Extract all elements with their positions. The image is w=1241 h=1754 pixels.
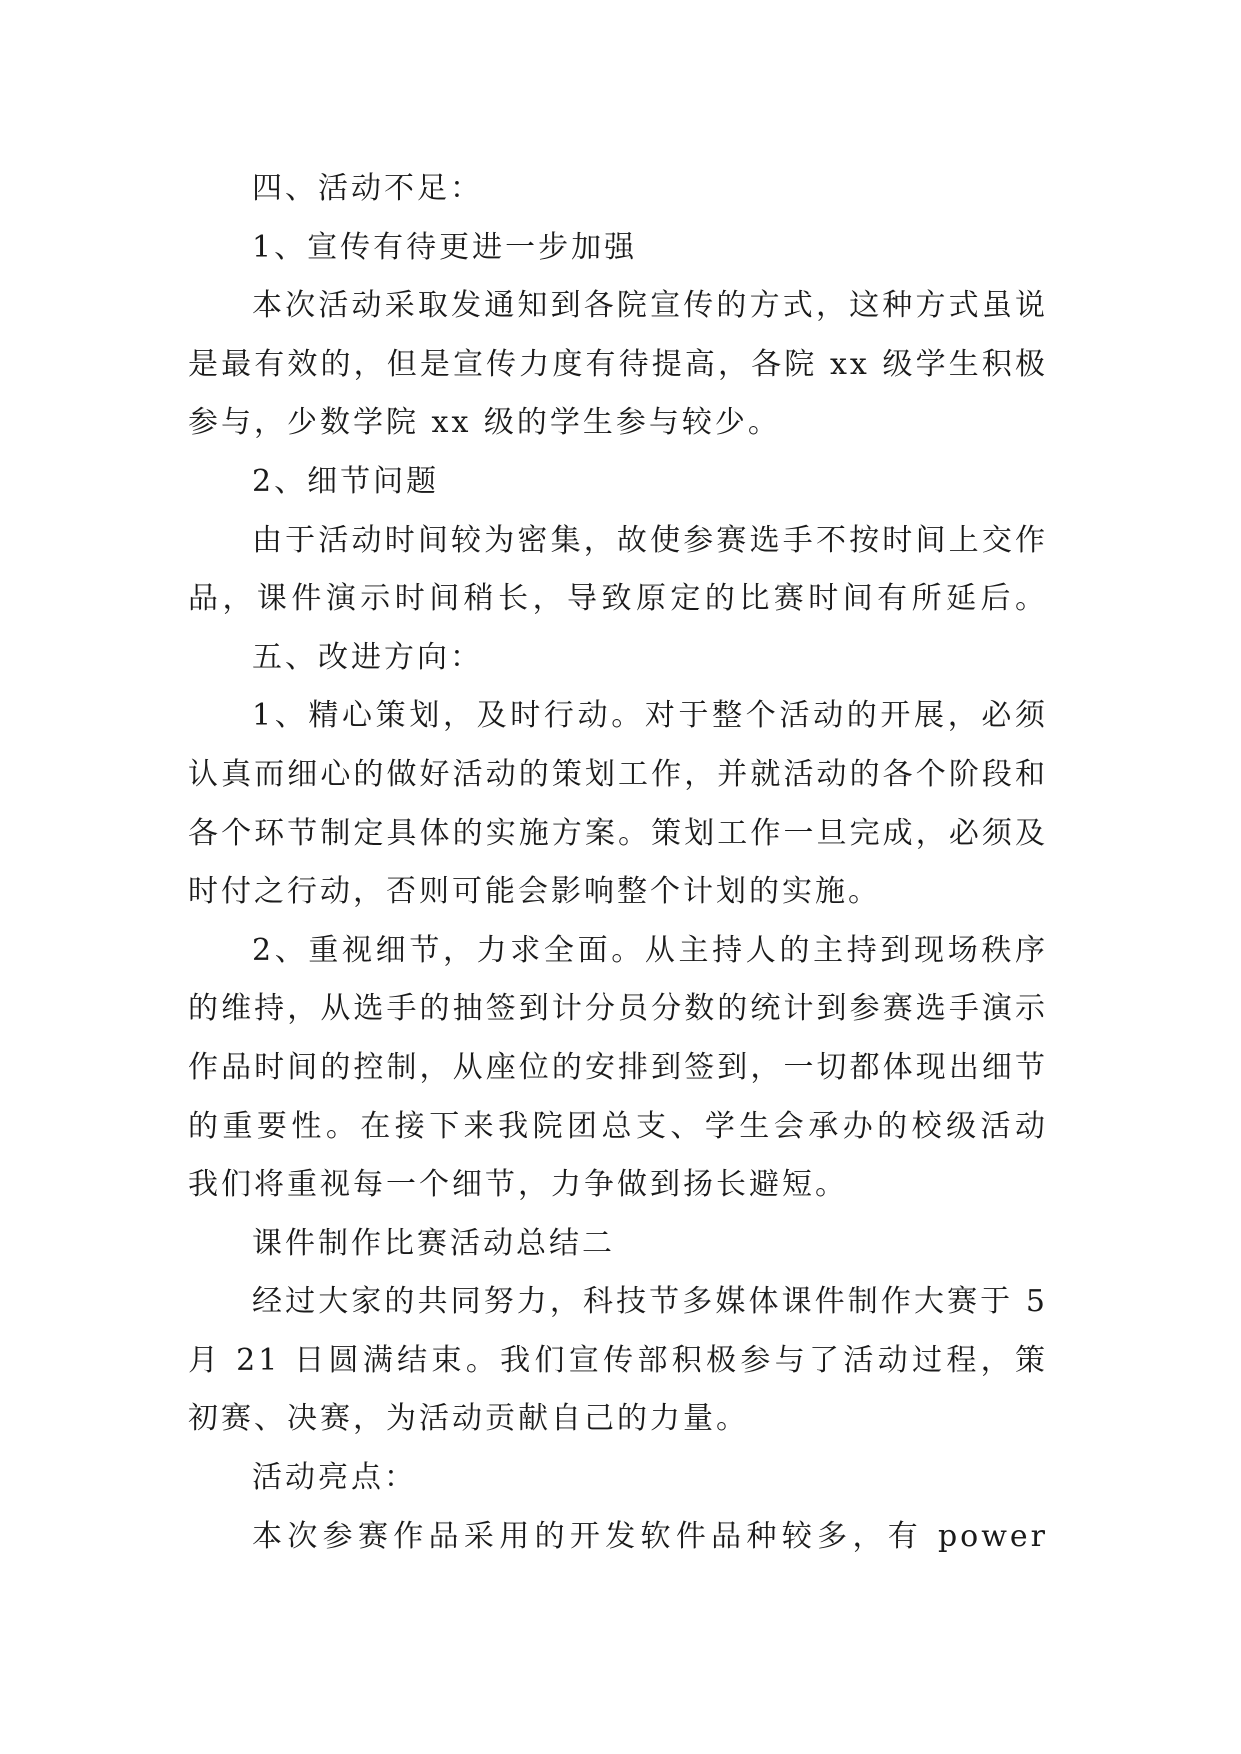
paragraph-line: 参与，少数学院 xx 级的学生参与较少。 bbox=[188, 405, 781, 441]
paragraph-line: 经过大家的共同努力，科技节多媒体课件制作大赛于 5 bbox=[252, 1284, 1048, 1320]
body-text bbox=[188, 160, 1048, 1566]
paragraph-line: 初赛、决赛，为活动贡献自己的力量。 bbox=[188, 1401, 749, 1437]
paragraph-line: 的重要性。在接下来我院团总支、学生会承办的校级活动 bbox=[188, 1108, 1048, 1144]
paragraph-line: 1、精心策划，及时行动。对于整个活动的开展，必须 bbox=[252, 698, 1048, 734]
paragraph-line: 的维持，从选手的抽签到计分员分数的统计到参赛选手演示 bbox=[188, 991, 1048, 1027]
paragraph-line: 是最有效的，但是宣传力度有待提高，各院 xx 级学生积极 bbox=[188, 346, 1048, 382]
paragraph-line: 本次活动采取发通知到各院宣传的方式，这种方式虽说 bbox=[252, 288, 1048, 324]
paragraph-line: 作品时间的控制，从座位的安排到签到，一切都体现出细节 bbox=[188, 1049, 1048, 1085]
heading-section-four: 四、活动不足： bbox=[252, 171, 483, 206]
heading-summary-two: 课件制作比赛活动总结二 bbox=[252, 1225, 615, 1261]
heading-section-five: 五、改进方向： bbox=[252, 639, 483, 675]
paragraph-line: 由于活动时间较为密集，故使参赛选手不按时间上交作 bbox=[252, 522, 1048, 558]
subheading-publicity: 1、宣传有待更进一步加强 bbox=[252, 229, 638, 265]
subheading-details: 2、细节问题 bbox=[252, 463, 440, 499]
heading-highlights: 活动亮点： bbox=[252, 1460, 417, 1496]
paragraph-line: 我们将重视每一个细节，力争做到扬长避短。 bbox=[188, 1167, 848, 1203]
paragraph-line: 认真而细心的做好活动的策划工作，并就活动的各个阶段和 bbox=[188, 756, 1048, 792]
paragraph-line: 品，课件演示时间稍长，导致原定的比赛时间有所延后。 bbox=[188, 581, 1048, 617]
paragraph-line: 时付之行动，否则可能会影响整个计划的实施。 bbox=[188, 874, 881, 910]
paragraph-line: 各个环节制定具体的实施方案。策划工作一旦完成，必须及 bbox=[188, 815, 1048, 851]
paragraph-line: 本次参赛作品采用的开发软件品种较多，有 power bbox=[252, 1518, 1048, 1554]
paragraph-line: 2、重视细节，力求全面。从主持人的主持到现场秩序 bbox=[252, 932, 1048, 968]
paragraph-line: 月 21 日圆满结束。我们宣传部积极参与了活动过程，策 bbox=[188, 1342, 1048, 1378]
